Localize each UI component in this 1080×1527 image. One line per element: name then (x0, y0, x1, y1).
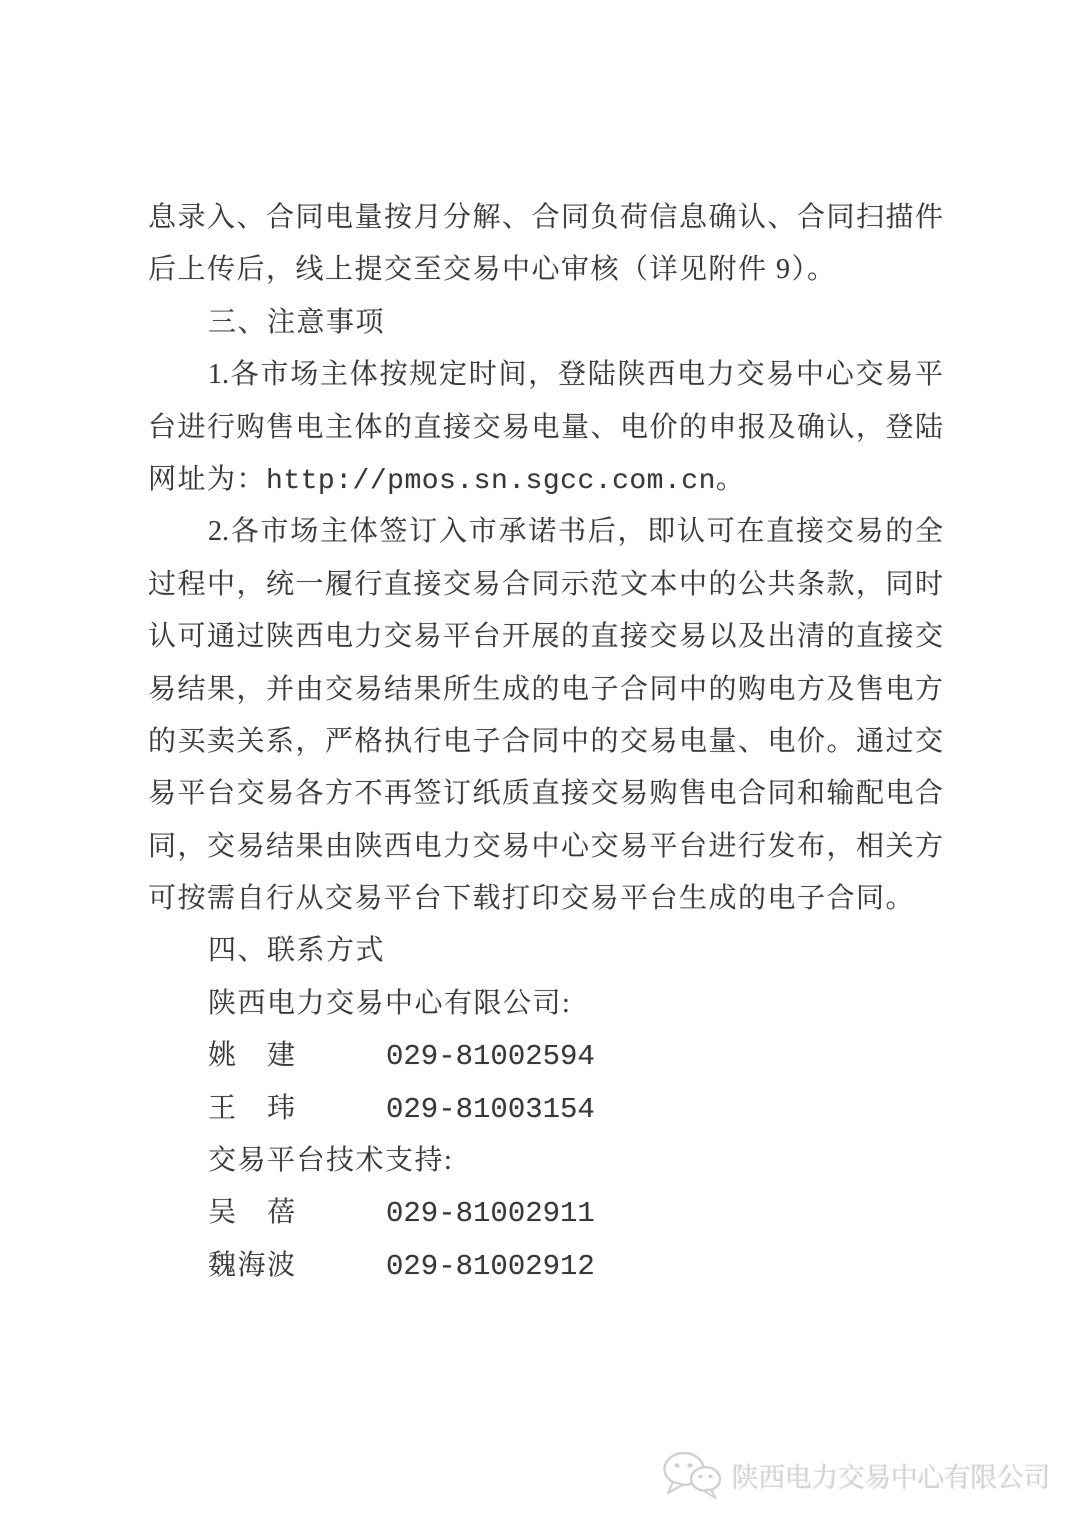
document-body (148, 192, 943, 1292)
contact-name: 姚 建 (208, 1040, 297, 1072)
url-suffix: 。 (715, 463, 746, 495)
text-line: 易结果，并由交易结果所生成的电子合同中的购电方及售电方 (148, 673, 943, 705)
text-line: 的买卖关系，严格执行电子合同中的交易电量、电价。通过交 (148, 725, 943, 757)
text-line: 过程中，统一履行直接交易合同示范文本中的公共条款，同时 (148, 568, 943, 600)
contact-row (148, 1187, 943, 1239)
text-line: 可按需自行从交易平台下载打印交易平台生成的电子合同。 (148, 883, 916, 915)
contact-row (148, 1240, 943, 1292)
text-line: 1.各市场主体按规定时间，登陆陕西电力交易中心交易平 (208, 359, 943, 391)
contact-phone: 029-81003154 (386, 1092, 595, 1126)
text-line: 2.各市场主体签订入市承诺书后，即认可在直接交易的全 (208, 516, 943, 548)
contact-support-label: 交易平台技术支持: (208, 1145, 454, 1177)
section-heading-4: 四、联系方式 (208, 935, 386, 967)
text-line: 易平台交易各方不再签订纸质直接交易购售电合同和输配电合 (148, 778, 943, 810)
footer-company-name: 陕西电力交易中心有限公司 (732, 1462, 1050, 1493)
text-line: 后上传后，线上提交至交易中心审核（详见附件 9）。 (148, 254, 837, 286)
section-heading-3: 三、注意事项 (208, 306, 386, 338)
url-prefix: 网址为： (148, 463, 267, 495)
text-line: 台进行购售电主体的直接交易电量、电价的申报及确认，登陆 (148, 411, 943, 443)
url-text: http://pmos.sn.sgcc.com.cn (266, 465, 716, 497)
contact-row (148, 1030, 943, 1082)
text-line: 息录入、合同电量按月分解、合同负荷信息确认、合同扫描件 (148, 202, 943, 233)
contact-phone: 029-81002912 (386, 1249, 595, 1283)
text-line: 认可通过陕西电力交易平台开展的直接交易以及出清的直接交 (148, 621, 943, 653)
text-line: 同，交易结果由陕西电力交易中心交易平台进行发布，相关方 (148, 830, 943, 862)
text-line-url (148, 454, 943, 506)
wechat-icon (660, 1450, 722, 1500)
contact-row (148, 1083, 943, 1135)
contact-name: 王 玮 (208, 1092, 297, 1124)
contact-org-label: 陕西电力交易中心有限公司: (208, 987, 572, 1019)
contact-phone: 029-81002911 (386, 1197, 595, 1231)
footer-watermark (660, 1448, 1050, 1502)
contact-phone: 029-81002594 (386, 1040, 595, 1074)
contact-name: 魏海波 (208, 1249, 297, 1281)
contact-name: 吴 蓓 (208, 1197, 297, 1229)
